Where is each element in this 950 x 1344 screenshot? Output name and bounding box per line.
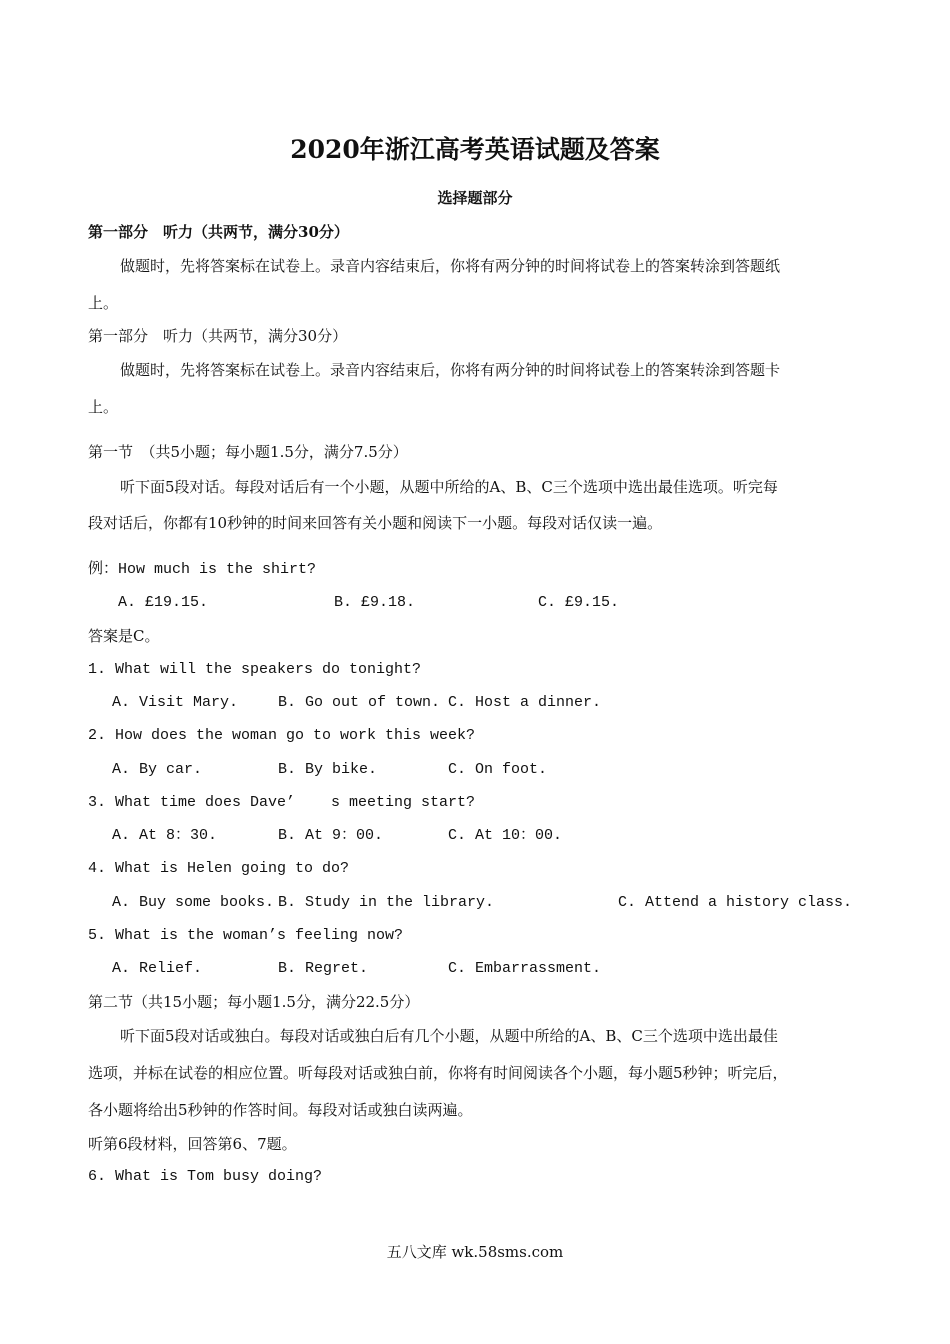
section2-instruction-line2: 选项，并标在试卷的相应位置。听每段对话或独白前，你将有时间阅读各个小题，每小题5秒钟；听完后， [88,1064,788,1082]
question-2: 2. How does the woman go to work this week? [88,727,476,744]
question-2-option-c: C. On foot. [448,761,548,778]
example-option-c: C. £9.15. [538,594,620,611]
question-4-option-b: B. Study in the library. [278,894,495,911]
question-4-option-c: C. Attend a history class. [618,894,853,911]
section2-heading: 第二节（共15小题；每小题1.5分，满分22.5分） [88,993,420,1011]
section1-instruction-line2: 段对话后，你都有10秒钟的时间来回答有关小题和阅读下一小题。每段对话仅读一遍。 [88,514,663,532]
section1-instruction-line1: 听下面5段对话。每段对话后有一个小题，从题中所给的A、B、C三个选项中选出最佳选项。听完每 [120,478,778,496]
question-1-option-c: C. Host a dinner. [448,694,602,711]
question-1-option-a: A. Visit Mary. [112,694,239,711]
part1-instruction-line1: 做题时，先将答案标在试卷上。录音内容结束后，你将有两分钟的时间将试卷上的答案转涂到答题卡 [120,361,781,379]
question-1: 1. What will the speakers do tonight? [88,661,422,678]
example-answer: 答案是C。 [88,627,160,645]
question-4: 4. What is Helen going to do? [88,860,350,877]
example-option-b: B. £9.18. [334,594,416,611]
footer-watermark-text: 五八文库 wk.58sms.com [386,1243,564,1261]
question-2-option-b: B. By bike. [278,761,378,778]
question-3-option-a: A. At 8：30. [112,827,218,844]
question-6: 6. What is Tom busy doing? [88,1168,323,1185]
page-subtitle: 选择题部分 [437,189,513,207]
question-5-option-a: A. Relief. [112,960,203,977]
part1-instruction-line2: 上。 [88,398,119,416]
section1-heading: 第一节 （共5小题；每小题1.5分，满分7.5分） [88,443,408,461]
part1-bold-heading: 第一部分 听力（共两节，满分30分） [88,223,349,241]
section2-instruction-line1: 听下面5段对话或独白。每段对话或独白后有几个小题，从题中所给的A、B、C三个选项中选出最佳 [120,1027,778,1045]
question-5-option-c: C. Embarrassment. [448,960,602,977]
question-1-option-b: B. Go out of town. [278,694,441,711]
question-2-option-a: A. By car. [112,761,203,778]
question-5: 5. What is the woman’s feeling now? [88,927,404,944]
part1-heading: 第一部分 听力（共两节，满分30分） [88,327,348,345]
part1-bold-instruction-line2: 上。 [88,294,119,312]
section2-instruction-line3: 各小题将给出5秒钟的作答时间。每段对话或独白读两遍。 [88,1101,473,1119]
part1-bold-instruction-line1: 做题时，先将答案标在试卷上。录音内容结束后，你将有两分钟的时间将试卷上的答案转涂到答题纸 [120,257,781,275]
material-6-note: 听第6段材料，回答第6、7题。 [88,1135,297,1153]
example-question: 例：How much is the shirt? [88,561,317,578]
question-3-option-b: B. At 9：00. [278,827,384,844]
question-4-option-a: A. Buy some books. [112,894,275,911]
page-title: 2020年浙江高考英语试题及答案 [290,135,660,164]
question-3-option-c: C. At 10：00. [448,827,563,844]
question-5-option-b: B. Regret. [278,960,369,977]
example-option-a: A. £19.15. [118,594,209,611]
question-3: 3. What time does Dave’ s meeting start? [88,794,476,811]
